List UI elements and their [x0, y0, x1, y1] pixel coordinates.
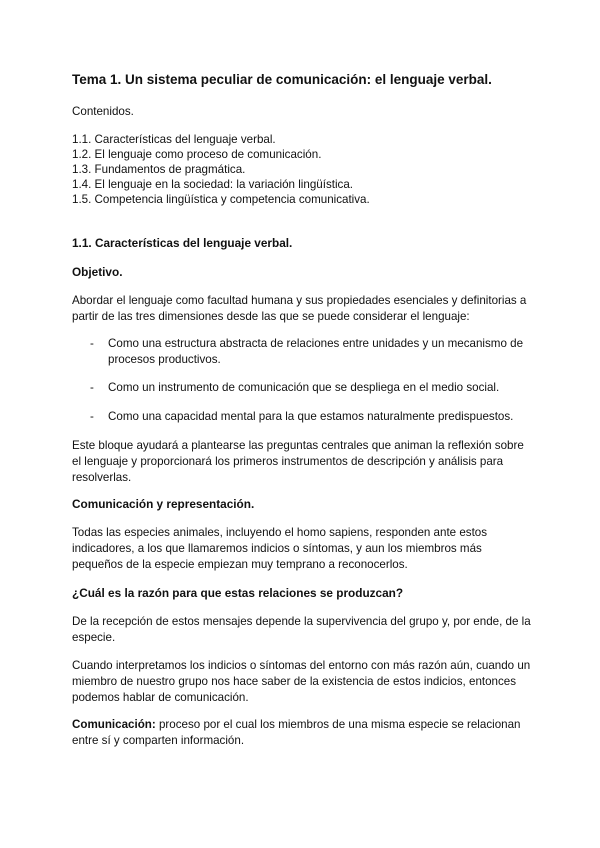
bullet-text: Como una estructura abstracta de relaciones entre unidades y un mecanismo de procesos productivos.	[108, 337, 524, 366]
bullet-marker: -	[90, 381, 94, 394]
objective-paragraph: Abordar el lenguaje como facultad humana y sus propiedades esenciales y definitorias a partir de las tres dimensiones desde las que se puede considerar el lenguaje:	[72, 294, 527, 323]
definition-paragraph	[72, 717, 532, 749]
document-title: Tema 1. Un sistema peculiar de comunicación: el lenguaje verbal.	[72, 72, 492, 87]
communication-heading: Comunicación y representación.	[72, 497, 255, 511]
contents-label: Contenidos.	[72, 105, 134, 118]
objective-heading: Objetivo.	[72, 265, 123, 279]
bullet-marker: -	[90, 410, 94, 423]
definition-term: Comunicación:	[72, 718, 156, 731]
bullet-text: Como un instrumento de comunicación que se despliega en el medio social.	[108, 381, 500, 394]
section-title: 1.1. Características del lenguaje verbal.	[72, 236, 293, 250]
definition-text: proceso por el cual los miembros de una misma especie se relacionan entre sí y comparten información.	[72, 718, 521, 747]
block-paragraph: Este bloque ayudará a plantearse las preguntas centrales que animan la reflexión sobre el lenguaje y proporcionará los primeros instrumentos de descripción y análisis para resolverlas.	[72, 439, 524, 484]
bullet-text: Como una capacidad mental para la que estamos naturalmente predispuestos.	[108, 410, 514, 423]
species-paragraph: Todas las especies animales, incluyendo el homo sapiens, responden ante estos indicadores, a los que llamaremos indicios o síntomas, y aun los miembros más pequeños de la especie empiezan muy temprano a reconocerlos.	[72, 526, 488, 571]
toc-item: 1.5. Competencia lingüística y competencia comunicativa.	[72, 193, 370, 206]
bullet-marker: -	[90, 337, 94, 350]
toc-item: 1.4. El lenguaje en la sociedad: la variación lingüística.	[72, 178, 354, 191]
survival-paragraph: De la recepción de estos mensajes depende la supervivencia del grupo y, por ende, de la especie.	[72, 615, 531, 644]
interpret-paragraph: Cuando interpretamos los indicios o síntomas del entorno con más razón aún, cuando un miembro de nuestro grupo nos hace saber de la existencia de estos indicios, entonces podemos hablar de comunicación.	[72, 659, 531, 704]
question-heading: ¿Cuál es la razón para que estas relaciones se produzcan?	[72, 586, 404, 600]
table-of-contents	[72, 132, 370, 207]
toc-item: 1.1. Características del lenguaje verbal.	[72, 133, 276, 146]
toc-item: 1.3. Fundamentos de pragmática.	[72, 163, 246, 176]
toc-item: 1.2. El lenguaje como proceso de comunicación.	[72, 148, 322, 161]
